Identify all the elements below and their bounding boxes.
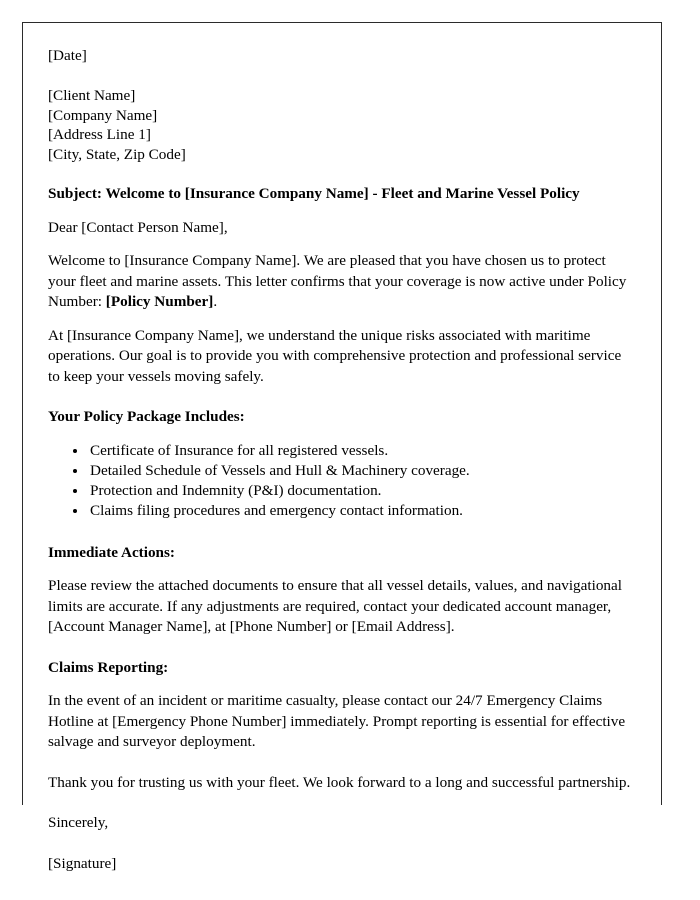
recipient-address-block <box>48 86 636 164</box>
claims-reporting-heading: Claims Reporting: <box>48 658 169 676</box>
spacer <box>48 387 636 407</box>
recipient-address-line-1: [Address Line 1] <box>48 126 151 143</box>
recipient-client-name: [Client Name] <box>48 87 136 104</box>
list-item: • Certificate of Insurance for all registered vessels. <box>88 441 636 461</box>
letter-body <box>48 46 636 874</box>
date-line: [Date] <box>48 47 87 64</box>
intro-paragraph <box>48 251 636 313</box>
intro-text-before-policy-number: Welcome to [Insurance Company Name]. We are pleased that you have chosen us to protect your fleet and marine assets. This letter confirms that your coverage is now active under Policy Number: <box>48 252 627 310</box>
sign-off: Sincerely, <box>48 814 109 831</box>
claims-reporting-paragraph: In the event of an incident or maritime casualty, please contact our 24/7 Emergency Claims Hotline at [Emergency Phone Number] immediately. Prompt reporting is essential for effective salvage and surveyor deployment. <box>48 692 626 750</box>
spacer <box>48 753 636 773</box>
spacer <box>48 834 636 854</box>
list-item: • Claims filing procedures and emergency contact information. <box>88 501 636 521</box>
letter-page <box>22 22 662 872</box>
spacer <box>48 428 636 441</box>
spacer <box>48 638 636 658</box>
spacer <box>48 313 636 326</box>
spacer <box>48 678 636 691</box>
spacer <box>48 66 636 86</box>
spacer <box>48 238 636 251</box>
understanding-paragraph: At [Insurance Company Name], we understand the unique risks associated with maritime operations. Our goal is to provide you with comprehensive protection and professional service to keep your vessels moving safely. <box>48 326 622 385</box>
immediate-actions-heading: Immediate Actions: <box>48 543 175 561</box>
signature-placeholder: [Signature] <box>48 854 117 872</box>
list-item: • Detailed Schedule of Vessels and Hull & Machinery coverage. <box>88 461 636 481</box>
list-item: • Protection and Indemnity (P&I) documentation. <box>88 481 636 501</box>
immediate-actions-paragraph: Please review the attached documents to ensure that all vessel details, values, and navigational limits are accurate. If any adjustments are required, contact your dedicated account manager, [Account Manager Name], at [Phone Number] or [Email Address]. <box>48 577 622 635</box>
spacer <box>48 793 636 813</box>
salutation: Dear [Contact Person Name], <box>48 218 228 236</box>
subject-line: Subject: Welcome to [Insurance Company Name] - Fleet and Marine Vessel Policy <box>48 185 580 202</box>
spacer <box>48 521 636 543</box>
spacer <box>48 164 636 184</box>
spacer <box>48 205 636 218</box>
policy-number-placeholder: [Policy Number] <box>105 293 214 310</box>
closing-paragraph: Thank you for trusting us with your fleet. We look forward to a long and successful partnership. <box>48 773 631 791</box>
recipient-city-state-zip: [City, State, Zip Code] <box>48 145 186 163</box>
spacer <box>48 563 636 576</box>
recipient-company-name: [Company Name] <box>48 106 158 124</box>
package-items-list <box>48 441 636 521</box>
package-heading: Your Policy Package Includes: <box>48 408 245 425</box>
intro-text-after-policy-number: . <box>213 293 218 310</box>
